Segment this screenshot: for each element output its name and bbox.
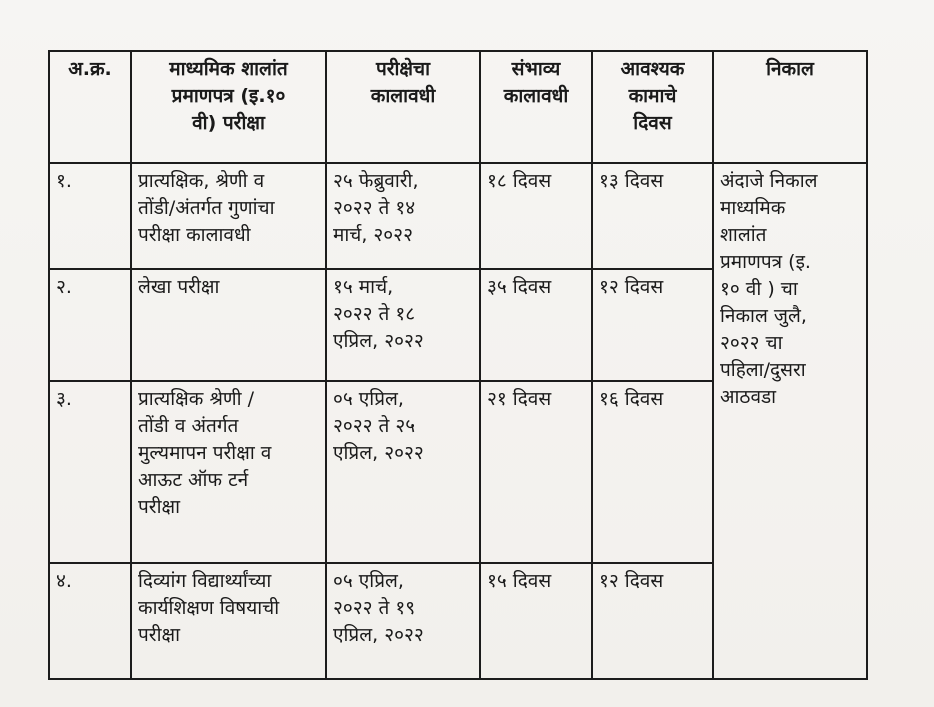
cell-sr-no: ४. — [49, 563, 131, 679]
cell-exam: दिव्यांग विद्यार्थ्यांच्या कार्यशिक्षण विषयाची परीक्षा — [131, 563, 326, 679]
header-period: परीक्षेचा कालावधी — [326, 51, 480, 163]
cell-working-days: १६ दिवस — [592, 381, 713, 563]
cell-exam: प्रात्यक्षिक, श्रेणी व तोंडी/अंतर्गत गुणांचा परीक्षा कालावधी — [131, 163, 326, 269]
table-header-row — [49, 51, 867, 163]
cell-period: २५ फेब्रुवारी, २०२२ ते १४ मार्च, २०२२ — [326, 163, 480, 269]
cell-expected-duration: १८ दिवस — [480, 163, 592, 269]
cell-sr-no: २. — [49, 269, 131, 381]
cell-exam: प्रात्यक्षिक श्रेणी / तोंडी व अंतर्गत मुल्यमापन परीक्षा व आऊट ऑफ टर्न परीक्षा — [131, 381, 326, 563]
header-exam: माध्यमिक शालांत प्रमाणपत्र (इ.१० वी) परीक्षा — [131, 51, 326, 163]
cell-working-days: १३ दिवस — [592, 163, 713, 269]
cell-expected-duration: ३५ दिवस — [480, 269, 592, 381]
header-working-days: आवश्यक कामाचे दिवस — [592, 51, 713, 163]
cell-working-days: १२ दिवस — [592, 269, 713, 381]
cell-period: ०५ एप्रिल, २०२२ ते १९ एप्रिल, २०२२ — [326, 563, 480, 679]
cell-period: ०५ एप्रिल, २०२२ ते २५ एप्रिल, २०२२ — [326, 381, 480, 563]
cell-expected-duration: २१ दिवस — [480, 381, 592, 563]
exam-schedule-table — [48, 50, 868, 680]
cell-result: अंदाजे निकाल माध्यमिक शालांत प्रमाणपत्र (इ. १० वी ) चा निकाल जुलै, २०२२ चा पहिला/दुसरा आठवडा — [713, 163, 867, 679]
cell-sr-no: १. — [49, 163, 131, 269]
cell-expected-duration: १५ दिवस — [480, 563, 592, 679]
cell-working-days: १२ दिवस — [592, 563, 713, 679]
header-result: निकाल — [713, 51, 867, 163]
cell-sr-no: ३. — [49, 381, 131, 563]
cell-exam: लेखा परीक्षा — [131, 269, 326, 381]
header-expected-duration: संभाव्य कालावधी — [480, 51, 592, 163]
table-row — [49, 163, 867, 269]
header-sr-no: अ.क्र. — [49, 51, 131, 163]
cell-period: १५ मार्च, २०२२ ते १८ एप्रिल, २०२२ — [326, 269, 480, 381]
